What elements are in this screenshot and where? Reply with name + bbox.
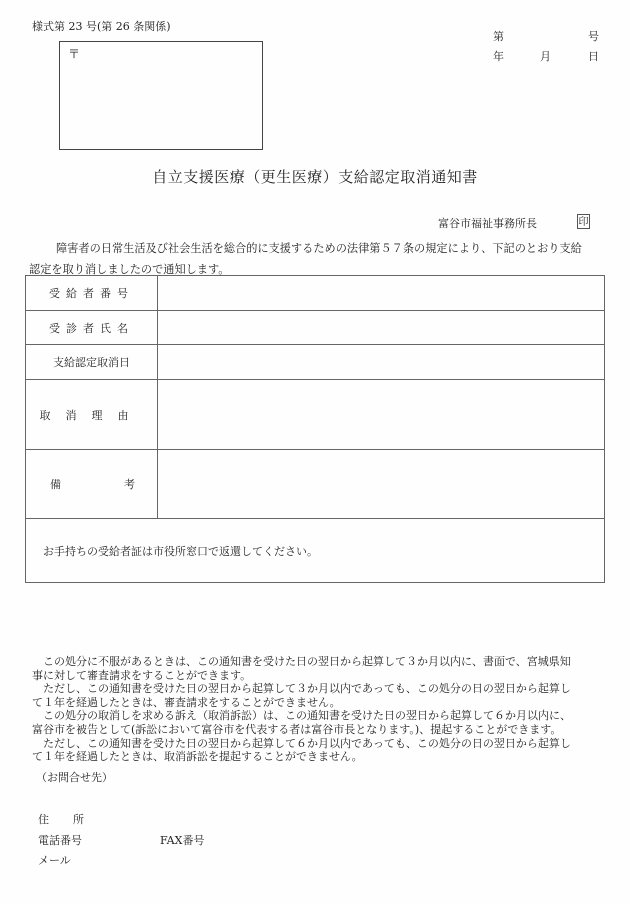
- table-row: [26, 380, 605, 450]
- label-cancellation-reason: 取消理由: [26, 380, 158, 450]
- appeal-line: この処分に不服があるときは、この通知書を受けた日の翌日から起算して３か月以内に、書面で、宮城県知: [43, 655, 571, 668]
- fax-label: FAX番号: [160, 834, 205, 847]
- phone-label: 電話番号: [38, 834, 82, 847]
- table-row: [26, 345, 605, 380]
- label-patient-name: 受診者氏名: [26, 311, 158, 345]
- table-row: [26, 450, 605, 519]
- date-month: 月: [540, 50, 551, 63]
- label-remarks: [26, 450, 158, 519]
- appeal-line: 富谷市を被告として(訴訟において富谷市を代表する者は富谷市長となります。)、提起することができます。: [32, 722, 562, 736]
- form-table: [25, 275, 605, 583]
- intro-line-1: 障害者の日常生活及び社会生活を総合的に支援するための法律第５７条の規定により、下記のとおり支給: [56, 242, 582, 255]
- value-recipient-number[interactable]: [158, 276, 605, 311]
- remarks-char-2: 考: [124, 478, 135, 491]
- email-label: メール: [38, 854, 71, 867]
- table-row: [26, 519, 605, 583]
- intro-paragraph: [29, 238, 610, 280]
- appeal-line: この処分の取消しを求める訴え（取消訴訟）は、この通知書を受けた日の翌日から起算して６か月以内に、: [43, 709, 571, 723]
- appeal-line: ただし、この通知書を受けた日の翌日から起算して３か月以内であっても、この処分の日の翌日から起算し: [43, 682, 571, 696]
- value-cancellation-date[interactable]: [158, 345, 605, 380]
- appeal-line: て１年を経過したときは、取消訴訟を提起することができません。: [32, 750, 363, 764]
- inquiry-title: （お問合せ先）: [36, 771, 113, 784]
- date-day: 日: [588, 50, 599, 63]
- table-row: [26, 311, 605, 345]
- address-box: [59, 41, 263, 150]
- appeal-line: て１年を経過したときは、審査請求をすることができません。: [32, 695, 341, 709]
- label-cancellation-date: 支給認定取消日: [26, 345, 158, 380]
- seal-mark: 印: [577, 214, 590, 229]
- doc-number-suffix: 号: [588, 30, 599, 43]
- issuer-name: 富谷市福祉事務所長: [438, 217, 537, 230]
- document-title: 自立支援医療（更生医療）支給認定取消通知書: [152, 168, 478, 186]
- value-cancellation-reason[interactable]: [158, 380, 605, 450]
- value-patient-name[interactable]: [158, 311, 605, 345]
- address-label-2: 所: [73, 813, 84, 826]
- intro-line-2: 認定を取り消しましたので通知します。: [29, 263, 230, 276]
- appeal-line: 事に対して審査請求をすることができます。: [32, 668, 252, 682]
- appeal-notice: [32, 655, 612, 764]
- date-year: 年: [493, 50, 504, 63]
- form-number: 様式第 23 号(第 26 条関係): [32, 20, 171, 33]
- address-label-1: 住: [38, 813, 49, 826]
- postal-mark: 〒: [68, 47, 81, 61]
- remarks-char-1: 備: [50, 478, 61, 491]
- doc-number-prefix: 第: [493, 30, 504, 43]
- table-row: [26, 276, 605, 311]
- return-notice: お手持ちの受給者証は市役所窓口で返還してください。: [26, 519, 605, 583]
- appeal-line: ただし、この通知書を受けた日の翌日から起算して６か月以内であっても、この処分の日の翌日から起算し: [43, 736, 571, 750]
- value-remarks[interactable]: [158, 450, 605, 519]
- label-recipient-number: 受給者番号: [26, 276, 158, 311]
